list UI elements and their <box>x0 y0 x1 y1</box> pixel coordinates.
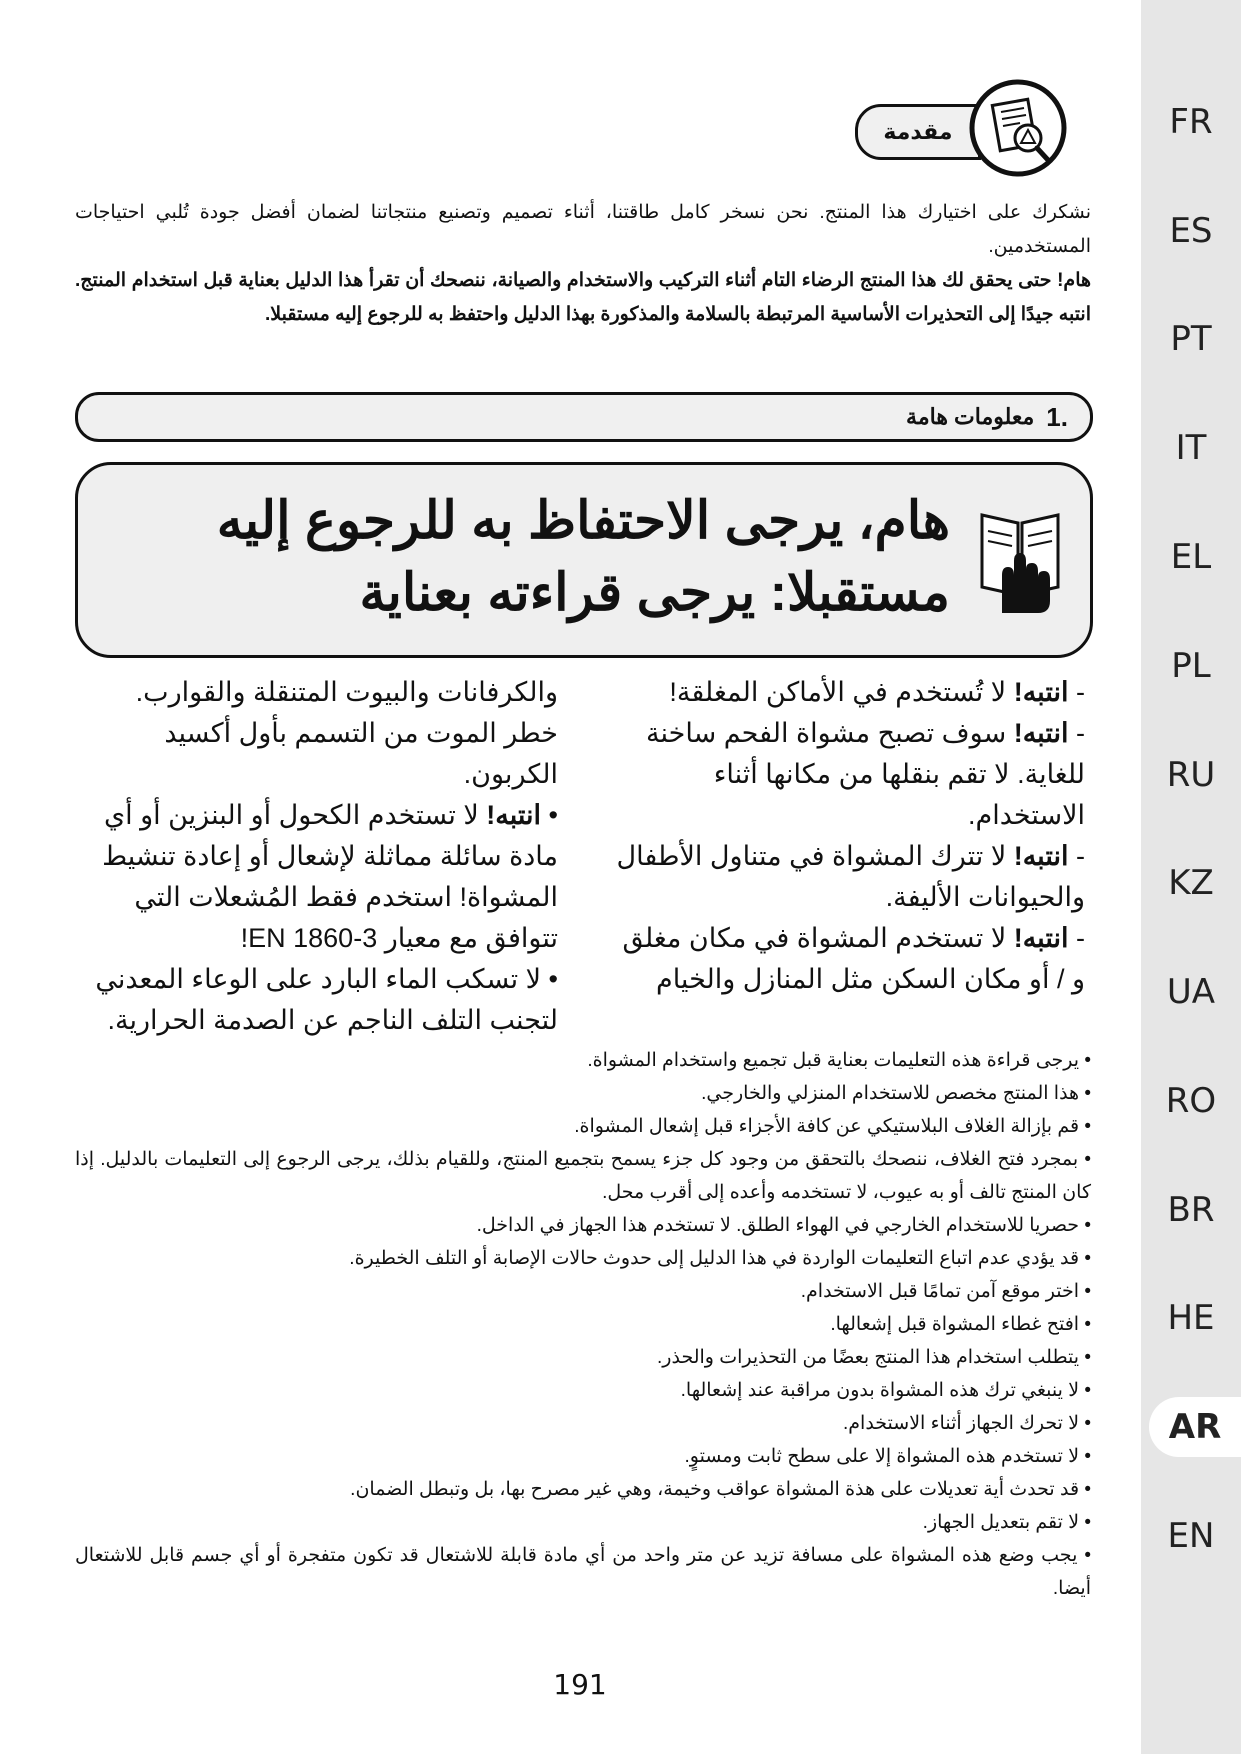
intro-important-paragraph: هام! حتى يحقق لك هذا المنتج الرضاء التام أثناء التركيب والاستخدام والصيانة، ننصحك أن تقرأ هذا الدليل بعناية قبل استخدام المنتج. انتبه جيدًا إلى التحذيرات الأساسية المرتبطة بالسلامة والمذكورة بهذا الدليل واحتفظ به للرجوع إليه مستقبلا. <box>75 270 1091 325</box>
list-item: • يتطلب استخدام هذا المنتج بعضًا من التحذيرات والحذر. <box>75 1341 1091 1374</box>
list-item: • يجب وضع هذه المشواة على مسافة تزيد عن متر واحد من أي مادة قابلة للاشتعال قد تكون متفجرة أو أي جسم قابل للاشتعال أيضا. <box>75 1539 1091 1605</box>
warning-item: • انتبه! لا تستخدم الكحول أو البنزين أو أي مادة سائلة مماثلة لإشعال أو إعادة تنشيط المشواة! استخدم فقط المُشعلات التي تتوافق مع معيار EN 1860-3! <box>102 800 558 953</box>
lang-tab-ro[interactable]: RO <box>1165 1081 1217 1121</box>
list-item: • لا تقم بتعديل الجهاز. <box>75 1506 1091 1539</box>
lang-tab-pl[interactable]: PL <box>1171 646 1211 686</box>
section-number: .1 <box>1046 401 1068 432</box>
lang-tab-en[interactable]: EN <box>1167 1516 1215 1556</box>
warning-text: هام، يرجى الاحتفاظ به للرجوع إليه مستقبلا: يرجى قراءته بعناية <box>216 492 950 622</box>
list-item: • لا ينبغي ترك هذه المشواة بدون مراقبة عند إشعالها. <box>75 1374 1091 1407</box>
warning-item: - انتبه! لا تستخدم المشواة في مكان مغلق و / أو مكان السكن مثل المنازل والخيام <box>622 923 1085 994</box>
warnings-column-left <box>78 672 558 1041</box>
warning-item: - انتبه! لا تترك المشواة في متناول الأطفال والحيوانات الأليفة. <box>616 841 1085 912</box>
hand-on-book-icon <box>972 505 1068 615</box>
document-warning-magnifier-icon <box>968 78 1068 178</box>
lang-tab-es[interactable]: ES <box>1169 211 1213 251</box>
list-item: • حصريا للاستخدام الخارجي في الهواء الطلق. لا تستخدم هذا الجهاز في الداخل. <box>75 1209 1091 1242</box>
list-item: • لا تحرك الجهاز أثناء الاستخدام. <box>75 1407 1091 1440</box>
list-item: • افتح غطاء المشواة قبل إشعالها. <box>75 1308 1091 1341</box>
list-item: • لا تستخدم هذه المشواة إلا على سطح ثابت ومستوٍ. <box>75 1440 1091 1473</box>
language-sidebar <box>1141 0 1241 1754</box>
lang-tab-kz[interactable]: KZ <box>1168 863 1214 903</box>
lang-tab-fr[interactable]: FR <box>1169 102 1213 142</box>
list-item: • قم بإزالة الغلاف البلاستيكي عن كافة الأجزاء قبل إشعال المشواة. <box>75 1110 1091 1143</box>
intro-heading: مقدمة <box>855 104 981 160</box>
warning-item: - انتبه! سوف تصبح مشواة الفحم ساخنة للغاية. لا تقم بنقلها من مكانها أثناء الاستخدام. <box>646 718 1085 830</box>
lang-tab-it[interactable]: IT <box>1175 428 1207 468</box>
lang-tab-el[interactable]: EL <box>1170 537 1212 577</box>
warnings-column-right <box>605 672 1085 1000</box>
lang-tab-ar-active[interactable]: AR <box>1149 1397 1241 1457</box>
list-item: • قد يؤدي عدم اتباع التعليمات الواردة في هذا الدليل إلى حدوث حالات الإصابة أو التلف الخطيرة. <box>75 1242 1091 1275</box>
lang-tab-ua[interactable]: UA <box>1166 972 1216 1012</box>
lang-tab-ru[interactable]: RU <box>1166 755 1216 795</box>
list-item: • اختر موقع آمن تمامًا قبل الاستخدام. <box>75 1275 1091 1308</box>
intro-paragraph: نشكرك على اختيارك هذا المنتج. نحن نسخر كامل طاقتنا، أثناء تصميم وتصنيع منتجاتنا لضمان أفضل جودة تُلبي احتياجات المستخدمين. <box>75 202 1091 257</box>
warning-item: والكرفانات والبيوت المتنقلة والقوارب. خطر الموت من التسمم بأول أكسيد الكربون. <box>135 677 558 789</box>
page-number: 191 <box>553 1668 607 1701</box>
section-title: معلومات هامة <box>906 404 1035 429</box>
lang-tab-he[interactable]: HE <box>1167 1298 1215 1338</box>
list-item: • قد تحدث أية تعديلات على هذة المشواة عواقب وخيمة، وهي غير مصرح بها، بل وتبطل الضمان. <box>75 1473 1091 1506</box>
lang-tab-pt[interactable]: PT <box>1170 319 1212 359</box>
safety-bullet-list <box>75 1044 1091 1605</box>
list-item: • بمجرد فتح الغلاف، ننصحك بالتحقق من وجود كل جزء يسمح بتجميع المنتج، وللقيام بذلك، يرجى الرجوع إلى التعليمات بالدليل. إذا كان المنتج تالف أو به عيوب، لا تستخدمه وأعده إلى أقرب محل. <box>75 1143 1091 1209</box>
warning-item: • لا تسكب الماء البارد على الوعاء المعدني لتجنب التلف الناجم عن الصدمة الحرارية. <box>95 964 558 1035</box>
important-warning-box <box>75 462 1093 658</box>
list-item: • يرجى قراءة هذه التعليمات بعناية قبل تجميع واستخدام المشواة. <box>75 1044 1091 1077</box>
section-1-header <box>75 392 1093 442</box>
lang-tab-br[interactable]: BR <box>1167 1190 1215 1230</box>
warning-item: - انتبه! لا تُستخدم في الأماكن المغلقة! <box>669 677 1085 707</box>
list-item: • هذا المنتج مخصص للاستخدام المنزلي والخارجي. <box>75 1077 1091 1110</box>
